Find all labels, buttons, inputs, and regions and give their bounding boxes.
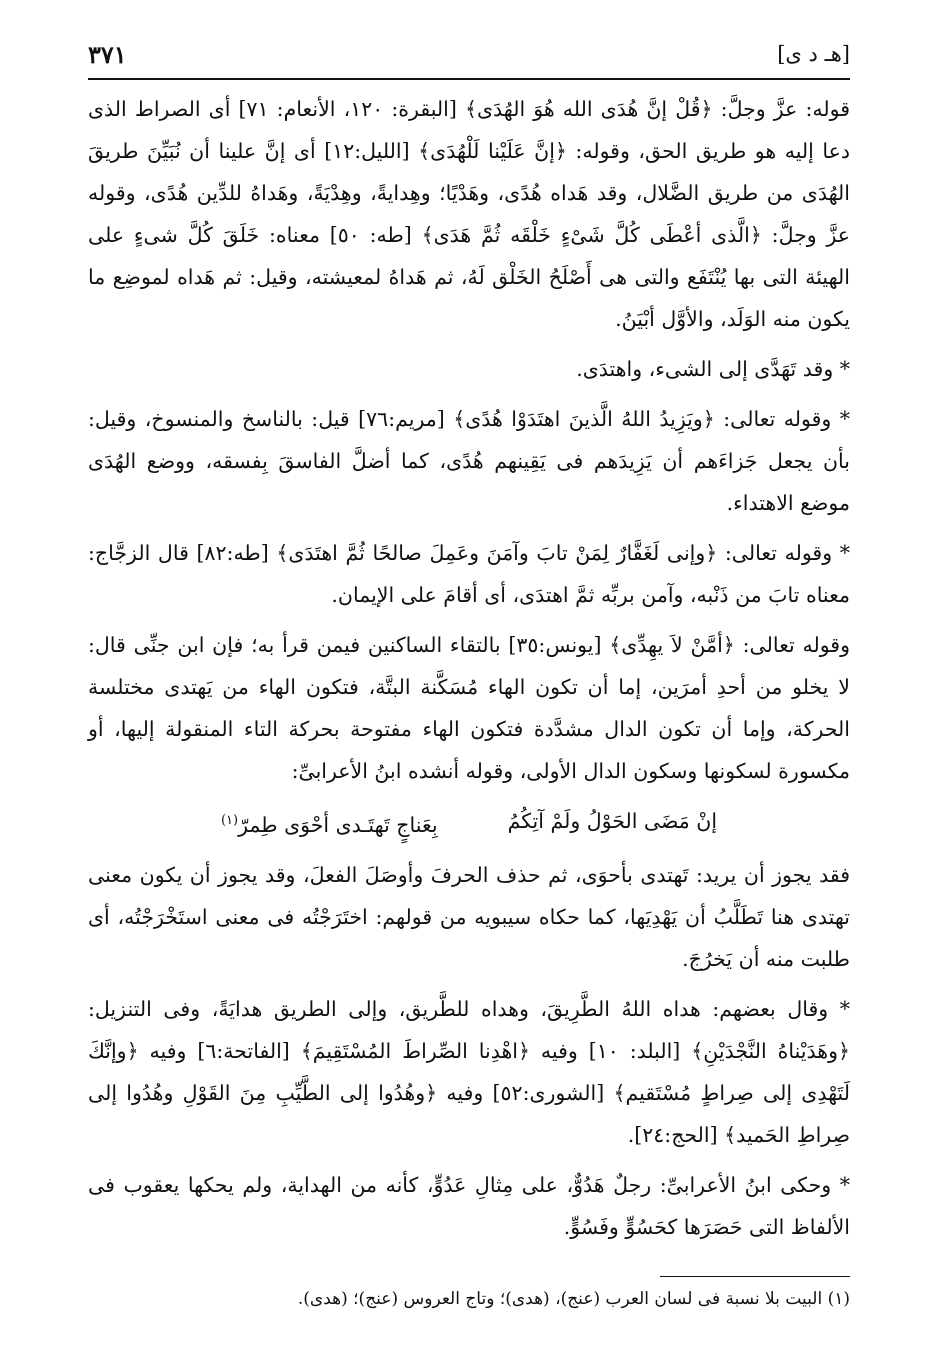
page-header [88,38,850,78]
section-title: [هـ د ى] [777,42,850,66]
paragraph-8: * وحكى ابنُ الأعرابىِّ: رجلٌ هَدُوٌّ، على مِثالِ عَدُوٍّ، كأنه من الهداية، ولم يحكها يعقوب فى الألفاظ التى حَصَرَها كحَسُوٍّ وفَسُوٍّ. [88,1172,850,1239]
verse-second-text: بِعَناجٍ تَهتَـدى أحْوَى طِمرّ [238,812,438,837]
paragraph-2: * وقد تَهَدَّى إلى الشىء، واهتدَى. [576,357,850,381]
main-text [88,88,850,1268]
footnote: (١) البيت بلا نسبة فى لسان العرب (عنج)، (هدى)؛ وتاج العروس (عنج)؛ (هدى). [297,1289,850,1309]
footnote-marker: (١) [220,813,239,828]
paragraph-1: قوله: عزَّ وجلَّ: ﴿قُلْ إنَّ هُدَى الله هُوَ الهُدَى﴾ [البقرة: ١٢٠، الأنعام: ٧١] أى الصراط الذى دعا إليه هو طريق الحق، وقوله: ﴿إنَّ عَلَيْنا لَلْهُدَى﴾ [الليل:١٢] أى إنَّ علينا أن نُبَيِّنَ طريقَ الهُدَى من طريق الضَّلال، وقد هَداه هُدًى، وهَدْيًا؛ وهِدايةً، وهِدْيَةً، وهَداهُ للدِّين هُدًى، وقوله عزَّ وجلَّ: ﴿الَّذى أعْطَى كُلَّ شَىْءٍ خَلْقَه ثُمَّ هَدَى﴾ [طه: ٥٠] معناه: خَلَقَ كُلَّ شىءٍ على الهيئة التى بها يُنْتَفَع والتى هى أَصْلَحُ الخَلْق لَهُ، ثم هَداهُ لمعيشته، وقيل: ثم هَداه لموضِع ما يكون منه الوَلَد، والأوَّل أبْيَنُ. [88,97,850,331]
verse-second-hemistich [221,800,438,846]
paragraph-6: فقد يجوز أن يريد: تَهتدى بأحوَى، ثم حذف الحرفَ وأوصَلَ الفعلَ، وقد يجوز أن يكون معنى تهتدى هنا تَطَلَّبُ أن يَهْدِيَها، كما حكاه سيبويه من قولهم: اختَرَجْتُه فى معنى استَخْرَجْتُه، أى طلبت منه أن يَخرُجَ. [88,862,850,971]
footnote-rule [660,1276,850,1277]
paragraph-3: * وقوله تعالى: ﴿ويَزِيدُ اللهُ الَّذينَ اهتَدَوْا هُدًى﴾ [مريم:٧٦] قيل: بالناسخ والمنسوخ، وقيل: بأن يجعل جَزاءَهم أن يَزِيدَهم فى يَقِينهم هُدًى، كما أضلَّ الفاسقَ بِفسقه، ووضع الهُدَى موضع الاهتداء. [88,407,850,515]
paragraph-4: * وقوله تعالى: ﴿وإنى لَغَفَّارٌ لِمَنْ تابَ وآمَنَ وعَمِلَ صالحًا ثُمَّ اهتَدَى﴾ [طه:٨٢] قال الزجَّاج: معناه تابَ من ذَنْبه، وآمن بربِّه ثمَّ اهتدَى، أى أقامَ على الإيمان. [88,541,850,607]
page-number: ٣٧١ [88,40,127,69]
header-rule [88,78,850,80]
paragraph-5: وقوله تعالى: ﴿أمَّنْ لاَ يهِدِّى﴾ [يونس:٣٥] بالتقاء الساكنين فيمن قرأ به؛ فإن ابن جنِّى قال: لا يخلو من أحدِ أمرَين، إما أن تكون الهاء مُسَكَّنة البتَّة، فتكون الهاء من يَهتدى مختلسة الحركة، وإما أن تكون الدال مشدَّدة فتكون الهاء مفتوحة بحركة التاء المنقولة إليها، أو مكسورة لسكونها وسكون الدال الأولى، وقوله أنشده ابنُ الأعرابىِّ: [88,633,850,783]
verse-first-hemistich: إنْ مَضَى الحَوْلُ ولَمْ آتِكُمُ [507,809,718,833]
poetry-verse [88,800,850,846]
paragraph-7: * وقال بعضهم: هداه اللهُ الطَّرِيقَ، وهداه للطَّريق، وإلى الطريق هدايَةً، وفى التنزيل: ﴿وهَدَيْناهُ النَّجْدَيْنِ﴾ [البلد: ١٠] وفيه ﴿اهْدِنا الصِّراطَ المُسْتَقِيمَ﴾ [الفاتحة:٦] وفيه ﴿وإنَّكَ لَتَهْدِى إلى صِراطٍ مُسْتَقيم﴾ [الشورى:٥٢] وفيه ﴿وهُدُوا إلى الطَّيِّبِ مِنَ القَوْلِ وهُدُوا إلى صِراطِ الحَميد﴾ [الحج:٢٤]. [88,996,850,1147]
